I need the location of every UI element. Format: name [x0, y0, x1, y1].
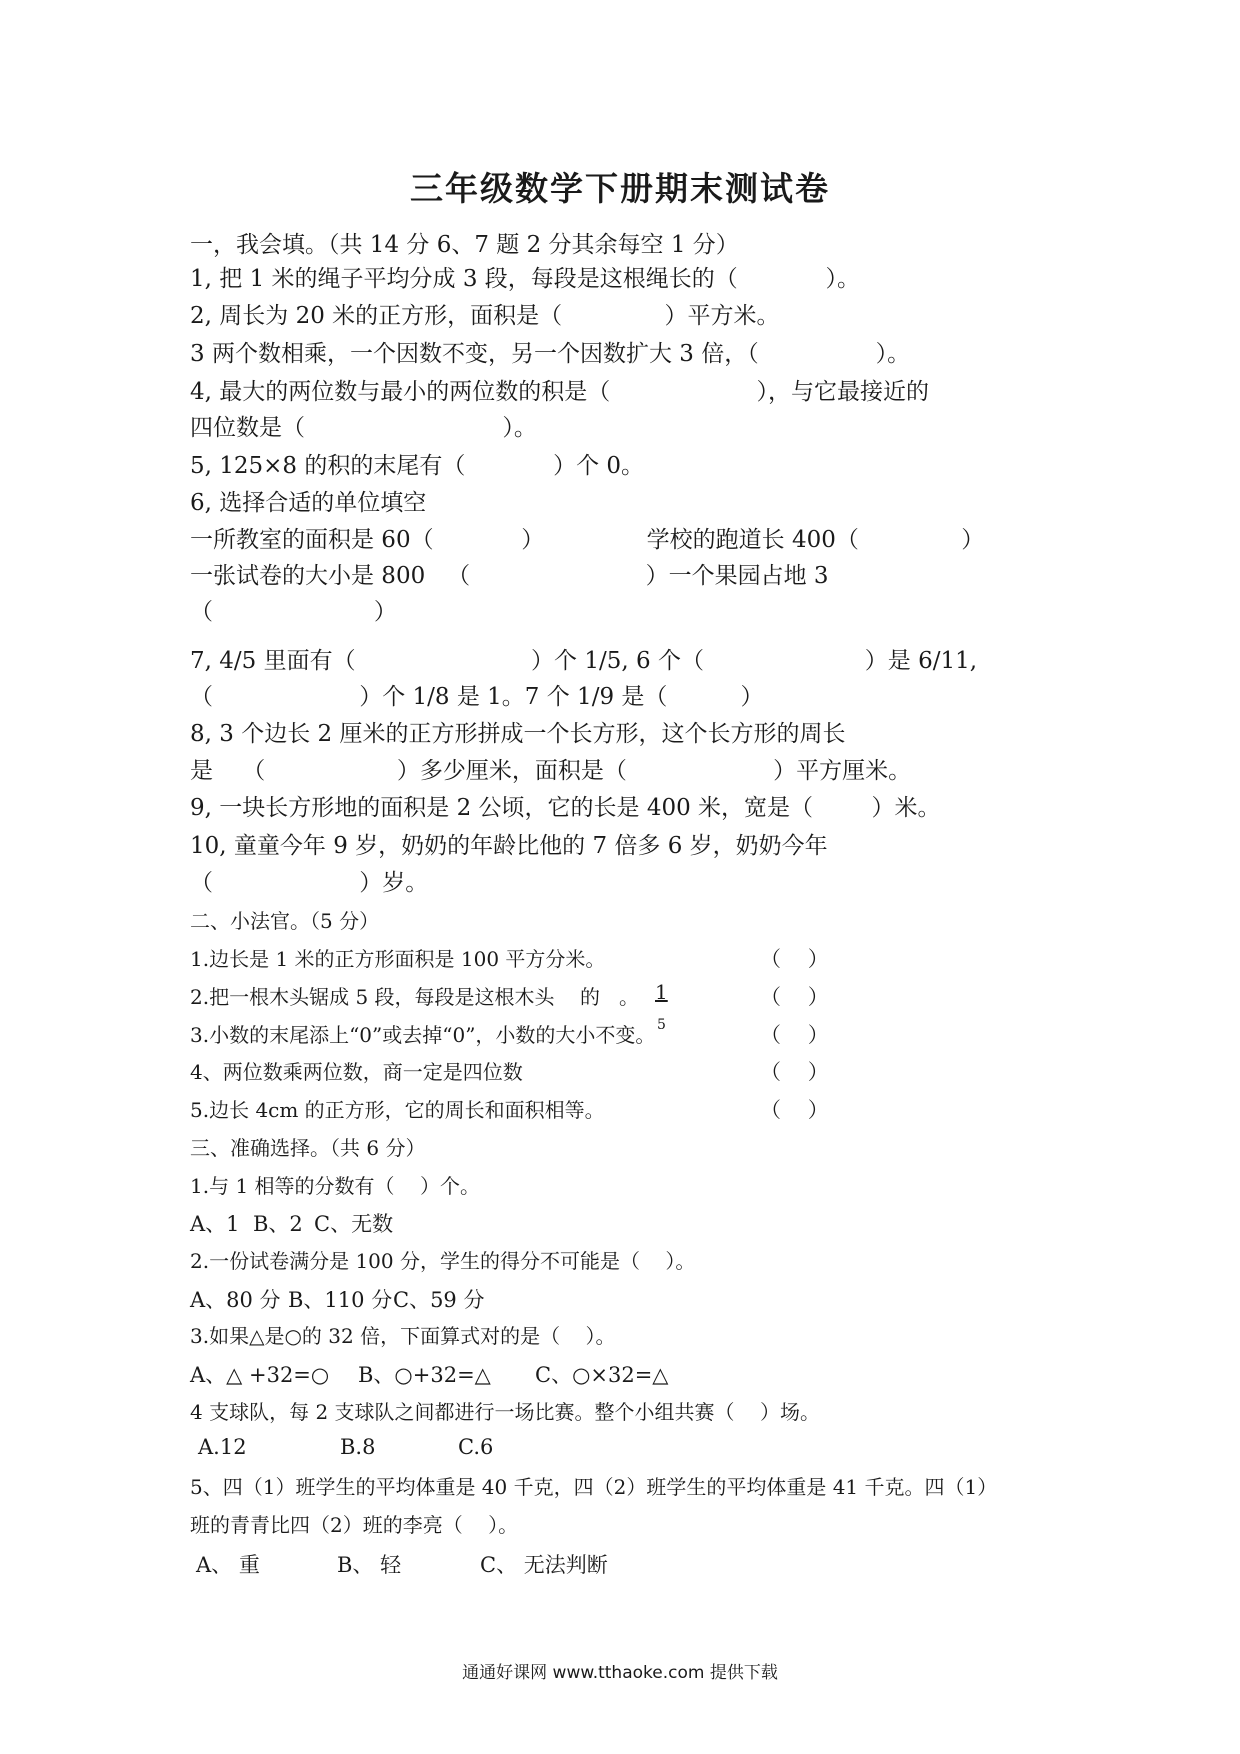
section3-heading: 三、准确选择。（共 6 分） [190, 1136, 426, 1160]
footer-source: 通通好课网 www.tthaoke.com 提供下载 [462, 1663, 778, 1683]
choice-option: C.6 [458, 1435, 494, 1459]
choice-question: 2.一份试卷满分是 100 分，学生的得分不可能是（ ）。 [190, 1249, 696, 1273]
section1-line: （ ）岁。 [190, 870, 429, 896]
section1-line: 8, 3 个边长 2 厘米的正方形拼成一个长方形，这个长方形的周长 [190, 721, 846, 747]
section1-line: 四位数是（ ）。 [190, 415, 537, 441]
section1-line: 一所教室的面积是 60（ ） 学校的跑道长 400（ ） [190, 527, 985, 553]
section2-heading: 二、小法官。（5 分） [190, 909, 380, 933]
section1-line: 7, 4/5 里面有（ ）个 1/5, 6 个（ ）是 6/11, [190, 648, 978, 674]
choice-option: B、2 [253, 1212, 303, 1236]
choice-option: A、 重 [196, 1553, 260, 1577]
fraction-denominator: 5 [657, 1017, 666, 1033]
choice-question: 1.与 1 相等的分数有（ ）个。 [190, 1174, 480, 1198]
judge-item: 2.把一根木头锯成 5 段，每段是这根木头 的 。 [190, 985, 640, 1009]
choice-option: A、80 分 [190, 1288, 281, 1312]
choice-option: B、110 分 [288, 1288, 393, 1312]
judge-answer-paren: （ ） [760, 1060, 829, 1084]
section1-line: 1, 把 1 米的绳子平均分成 3 段，每段是这根绳长的（ ）。 [190, 266, 860, 292]
choice-option: C、 无法判断 [480, 1553, 608, 1577]
section1-line: （ ）个 1/8 是 1。7 个 1/9 是（ ） [190, 684, 764, 710]
section1-line: 3 两个数相乘，一个因数不变，另一个因数扩大 3 倍，（ ）。 [190, 341, 911, 367]
section1-line: 6, 选择合适的单位填空 [190, 490, 427, 516]
choice-question-continued: 班的青青比四（2）班的李亮（ ）。 [190, 1513, 519, 1537]
page-title: 三年级数学下册期末测试卷 [410, 169, 830, 208]
section1-line: （ ） [190, 599, 397, 625]
choice-question: 4 支球队，每 2 支球队之间都进行一场比赛。整个小组共赛（ ）场。 [190, 1400, 820, 1424]
section1-line: 4, 最大的两位数与最小的两位数的积是（ ），与它最接近的 [190, 379, 929, 405]
fraction-numerator: 1 [655, 980, 668, 1004]
section1-line: 5, 125×8 的积的末尾有（ ）个 0。 [190, 453, 645, 479]
section1-line: 是 （ ）多少厘米，面积是（ ）平方厘米。 [190, 758, 912, 784]
choice-question: 3.如果△是○的 32 倍，下面算式对的是（ ）。 [190, 1324, 616, 1348]
judge-answer-paren: （ ） [760, 1098, 829, 1122]
judge-item: 3.小数的末尾添上“0”或去掉“0”，小数的大小不变。 [190, 1023, 656, 1047]
choice-option: A.12 [198, 1435, 247, 1459]
judge-item: 4、两位数乘两位数，商一定是四位数 [190, 1060, 523, 1084]
choice-option: C、○×32=△ [535, 1363, 669, 1387]
judge-answer-paren: （ ） [760, 985, 829, 1009]
choice-option: B、 轻 [337, 1553, 402, 1577]
section1-line: 2, 周长为 20 米的正方形，面积是（ ）平方米。 [190, 303, 780, 329]
section1-heading: 一，我会填。（共 14 分 6、7 题 2 分其余每空 1 分） [190, 232, 739, 258]
choice-option: A、1 [190, 1212, 240, 1236]
judge-item: 5.边长 4cm 的正方形，它的周长和面积相等。 [190, 1098, 605, 1122]
choice-option: A、△ +32=○ [190, 1363, 330, 1387]
choice-option: C、无数 [314, 1212, 394, 1236]
choice-option: B、○+32=△ [358, 1363, 491, 1387]
section1-line: 10, 童童今年 9 岁，奶奶的年龄比他的 7 倍多 6 岁，奶奶今年 [190, 833, 828, 859]
judge-answer-paren: （ ） [760, 947, 829, 971]
choice-question: 5、四（1）班学生的平均体重是 40 千克，四（2）班学生的平均体重是 41 千克。四（1） [190, 1475, 998, 1499]
judge-answer-paren: （ ） [760, 1023, 829, 1047]
choice-option: C、59 分 [393, 1288, 485, 1312]
section1-line: 9, 一块长方形地的面积是 2 公顷，它的长是 400 米，宽是（ ）米。 [190, 795, 941, 821]
judge-item: 1.边长是 1 米的正方形面积是 100 平方分米。 [190, 947, 606, 971]
choice-option: B.8 [340, 1435, 376, 1459]
section1-line: 一张试卷的大小是 800 （ ）一个果园占地 3 [190, 563, 829, 589]
